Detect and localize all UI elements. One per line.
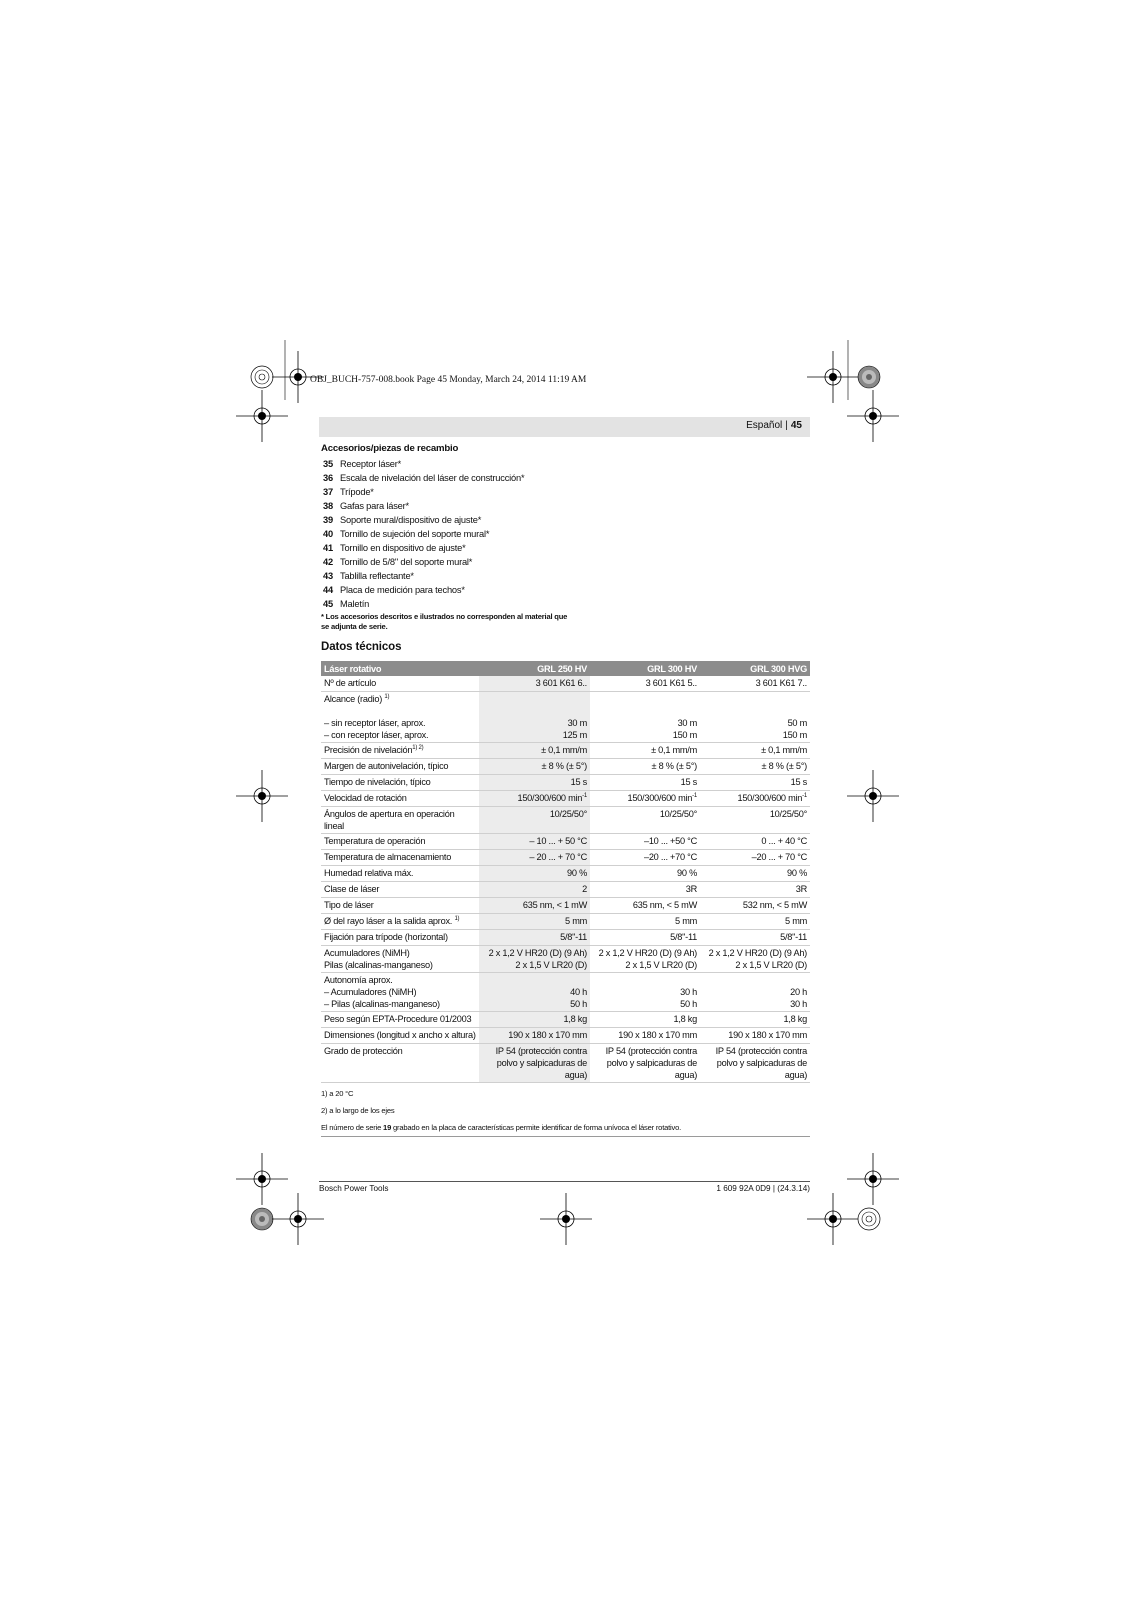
spec-value: 5/8"-11 <box>590 930 700 946</box>
registration-disc-bottom-right <box>858 1208 880 1230</box>
crosshair-bottom-center <box>540 1193 592 1245</box>
spec-value: 0 ... + 40 °C <box>700 834 810 850</box>
spec-value: IP 54 (protección contra polvo y salpicaduras de agua) <box>590 1044 700 1083</box>
item-number: 36 <box>323 473 333 483</box>
spec-value: 3 601 K61 5.. <box>590 676 700 692</box>
registration-disc-top-left <box>251 366 273 388</box>
spec-label-main: Ø del rayo láser a la salida aprox. <box>324 916 453 926</box>
spec-value: IP 54 (protección contra polvo y salpicaduras de agua) <box>700 1044 810 1083</box>
serial-number-note <box>321 1123 810 1137</box>
table-row <box>321 882 810 898</box>
item-number: 42 <box>323 557 333 567</box>
crosshair-bottom-right <box>807 1193 859 1245</box>
spec-value: 3R <box>700 882 810 898</box>
spec-value: ± 0,1 mm/m <box>700 743 810 759</box>
list-item <box>321 513 810 527</box>
list-item <box>321 555 810 569</box>
spec-value: 15 s <box>700 775 810 791</box>
crosshair-right-lower <box>847 1153 899 1205</box>
spec-value: ± 8 % (± 5°) <box>700 759 810 775</box>
crosshair-bottom-left <box>272 1193 324 1245</box>
spec-value: ± 8 % (± 5°) <box>590 759 700 775</box>
crosshair-left-lower <box>236 1153 288 1205</box>
spec-value-line: 30 h <box>680 987 697 997</box>
specs-header-model-1: GRL 250 HV <box>479 661 590 676</box>
spec-value: 2 <box>479 882 590 898</box>
table-row <box>321 775 810 791</box>
list-item <box>321 597 810 611</box>
spec-value: ± 8 % (± 5°) <box>479 759 590 775</box>
list-item <box>321 485 810 499</box>
item-label: Trípode* <box>340 487 374 497</box>
spec-value: 3 601 K61 6.. <box>479 676 590 692</box>
spec-value-line: 2 x 1,5 V LR20 (D) <box>625 960 697 970</box>
accessories-list <box>321 457 810 611</box>
registration-disc-bottom-left <box>251 1208 273 1230</box>
spec-label: Tipo de láser <box>321 898 479 914</box>
item-number: 35 <box>323 459 333 469</box>
spec-label-main: Autonomía aprox. <box>324 975 393 985</box>
item-label: Tornillo en dispositivo de ajuste* <box>340 543 466 553</box>
crosshair-middle-left <box>236 770 288 822</box>
table-row <box>321 1044 810 1083</box>
item-label: Soporte mural/dispositivo de ajuste* <box>340 515 482 525</box>
accessories-note: * Los accesorios descritos e ilustrados no corresponden al material que se adjunta de serie. <box>321 612 568 631</box>
header-separator: | <box>785 420 788 431</box>
list-item <box>321 499 810 513</box>
footnotes <box>321 1089 810 1137</box>
spec-value-line: 30 m <box>677 718 697 728</box>
spec-label-main: Precisión de nivelación <box>324 745 413 755</box>
spec-label <box>321 914 479 930</box>
spec-label: Temperatura de operación <box>321 834 479 850</box>
spec-value: 10/25/50° <box>479 807 590 834</box>
specs-table <box>321 661 810 1083</box>
spec-label-line: Acumuladores (NiMH) <box>324 948 410 958</box>
specs-title: Datos técnicos <box>321 641 402 653</box>
spec-value: 15 s <box>590 775 700 791</box>
table-row <box>321 1012 810 1028</box>
spec-label: Margen de autonivelación, típico <box>321 759 479 775</box>
spec-value: –20 ... + 70 °C <box>700 850 810 866</box>
spec-value: 90 % <box>590 866 700 882</box>
specs-header-model-2: GRL 300 HV <box>590 661 700 676</box>
spec-value <box>590 973 700 1012</box>
spec-value <box>700 946 810 973</box>
spec-value: ± 0,1 mm/m <box>590 743 700 759</box>
page-number: 45 <box>790 420 802 431</box>
table-row <box>321 1028 810 1044</box>
spec-label <box>321 946 479 973</box>
spec-label: Grado de protección <box>321 1044 479 1083</box>
list-item <box>321 541 810 555</box>
crosshair-left-upper <box>236 390 288 442</box>
spec-value-line: 50 h <box>680 999 697 1009</box>
print-slug: OBJ_BUCH-757-008.book Page 45 Monday, March 24, 2014 11:19 AM <box>310 375 587 385</box>
table-row <box>321 914 810 930</box>
table-row <box>321 676 810 692</box>
footnote-ref: 1) <box>384 693 390 700</box>
spec-value: – 10 ... + 50 °C <box>479 834 590 850</box>
spec-value-line: 2 x 1,2 V HR20 (D) (9 Ah) <box>488 948 587 958</box>
footnote-2: 2) a lo largo de los ejes <box>321 1106 395 1115</box>
spec-value: –20 ... +70 °C <box>590 850 700 866</box>
footnote-ref: 1) 2) <box>412 744 424 751</box>
spec-sublabel: – Acumuladores (NiMH) <box>324 987 417 997</box>
spec-value: 190 x 180 x 170 mm <box>700 1028 810 1044</box>
spec-value: 1,8 kg <box>590 1012 700 1028</box>
spec-value <box>700 973 810 1012</box>
spec-value: 5/8"-11 <box>700 930 810 946</box>
spec-value-line: 150 m <box>782 730 807 740</box>
page-content <box>321 443 810 1137</box>
page-header <box>319 417 810 437</box>
spec-value <box>590 791 700 807</box>
spec-value: 15 s <box>479 775 590 791</box>
spec-value: 532 nm, < 5 mW <box>700 898 810 914</box>
table-row <box>321 743 810 759</box>
item-number: 40 <box>323 529 333 539</box>
spec-value-line: 2 x 1,2 V HR20 (D) (9 Ah) <box>708 948 807 958</box>
list-item <box>321 583 810 597</box>
list-item <box>321 527 810 541</box>
registration-disc-top-right <box>858 366 880 388</box>
serial-note-text: grabado en la placa de características permite identificar de forma unívoca el láser rotativo. <box>391 1123 682 1132</box>
spec-value: 90 % <box>479 866 590 882</box>
spec-value: 635 nm, < 5 mW <box>590 898 700 914</box>
spec-value <box>479 791 590 807</box>
spec-value-line: 20 h <box>790 987 807 997</box>
spec-label: Ángulos de apertura en operación lineal <box>321 807 479 834</box>
spec-value: 3R <box>590 882 700 898</box>
specs-header-model-3: GRL 300 HVG <box>700 661 810 676</box>
item-label: Tornillo de sujeción del soporte mural* <box>340 529 490 539</box>
spec-value: 5/8"-11 <box>479 930 590 946</box>
serial-note-text: El número de serie <box>321 1123 384 1132</box>
table-row <box>321 898 810 914</box>
list-item <box>321 569 810 583</box>
spec-value <box>700 692 810 743</box>
spec-label: Tiempo de nivelación, típico <box>321 775 479 791</box>
spec-label-line: Pilas (alcalinas-manganeso) <box>324 960 433 970</box>
spec-value: 90 % <box>700 866 810 882</box>
spec-label: Clase de láser <box>321 882 479 898</box>
table-row <box>321 973 810 1012</box>
unit-exponent: -1 <box>692 792 697 799</box>
spec-sublabel: – sin receptor láser, aprox. <box>324 718 426 728</box>
spec-value <box>700 791 810 807</box>
spec-value: 190 x 180 x 170 mm <box>479 1028 590 1044</box>
table-row <box>321 834 810 850</box>
item-label: Escala de nivelación del láser de construcción* <box>340 473 525 483</box>
spec-value: 1,8 kg <box>700 1012 810 1028</box>
item-label: Tablilla reflectante* <box>340 571 414 581</box>
unit-exponent: -1 <box>802 792 807 799</box>
spec-value: ± 0,1 mm/m <box>479 743 590 759</box>
item-label: Gafas para láser* <box>340 501 409 511</box>
unit-exponent: -1 <box>582 792 587 799</box>
spec-value-line: 50 h <box>570 999 587 1009</box>
spec-value-line: 30 m <box>567 718 587 728</box>
spec-value-line: 2 x 1,2 V HR20 (D) (9 Ah) <box>598 948 697 958</box>
specs-header-label: Láser rotativo <box>321 661 479 676</box>
spec-value <box>590 946 700 973</box>
spec-value: 5 mm <box>700 914 810 930</box>
list-item <box>321 457 810 471</box>
item-number: 39 <box>323 515 333 525</box>
footnote-ref: 1) <box>454 915 460 922</box>
specs-header-row <box>321 661 810 676</box>
table-row <box>321 866 810 882</box>
spec-label <box>321 743 479 759</box>
footer-rule <box>319 1181 810 1182</box>
table-row <box>321 930 810 946</box>
spec-label <box>321 692 479 743</box>
crosshair-top-right <box>807 351 859 403</box>
crosshair-middle-right <box>847 770 899 822</box>
accessories-title: Accesorios/piezas de recambio <box>321 443 459 454</box>
spec-value: 5 mm <box>590 914 700 930</box>
spec-value-text: 150/300/600 min <box>517 793 583 803</box>
spec-label: Dimensiones (longitud x ancho x altura) <box>321 1028 479 1044</box>
item-number: 37 <box>323 487 333 497</box>
item-number: 38 <box>323 501 333 511</box>
spec-value: – 20 ... + 70 °C <box>479 850 590 866</box>
spec-value <box>590 692 700 743</box>
item-number: 45 <box>323 599 333 609</box>
page-language-label <box>746 420 802 431</box>
footer-doc-code: 1 609 92A 0D9 | (24.3.14) <box>716 1184 810 1193</box>
spec-label: Nº de artículo <box>321 676 479 692</box>
language-name: Español <box>746 420 783 431</box>
spec-label: Peso según EPTA-Procedure 01/2003 <box>321 1012 479 1028</box>
spec-value: 3 601 K61 7.. <box>700 676 810 692</box>
table-row <box>321 807 810 834</box>
spec-sublabel: – Pilas (alcalinas-manganeso) <box>324 999 440 1009</box>
table-row <box>321 946 810 973</box>
spec-value-text: 150/300/600 min <box>737 793 803 803</box>
spec-value-text: 150/300/600 min <box>627 793 693 803</box>
spec-value: 5 mm <box>479 914 590 930</box>
spec-value <box>479 692 590 743</box>
spec-label <box>321 973 479 1012</box>
table-row <box>321 692 810 743</box>
spec-value: 10/25/50° <box>590 807 700 834</box>
spec-label: Velocidad de rotación <box>321 791 479 807</box>
spec-value: –10 ... +50 °C <box>590 834 700 850</box>
spec-value-line: 150 m <box>672 730 697 740</box>
table-row <box>321 759 810 775</box>
item-label: Placa de medición para techos* <box>340 585 465 595</box>
spec-value: 1,8 kg <box>479 1012 590 1028</box>
spec-value: 190 x 180 x 170 mm <box>590 1028 700 1044</box>
spec-value-line: 30 h <box>790 999 807 1009</box>
spec-label: Temperatura de almacenamiento <box>321 850 479 866</box>
table-row <box>321 791 810 807</box>
footnote-1: 1) a 20 °C <box>321 1089 354 1098</box>
spec-value-line: 2 x 1,5 V LR20 (D) <box>735 960 807 970</box>
item-number: 43 <box>323 571 333 581</box>
spec-value-line: 50 m <box>787 718 807 728</box>
item-label: Receptor láser* <box>340 459 402 469</box>
item-number: 44 <box>323 585 333 595</box>
list-item <box>321 471 810 485</box>
spec-value: 635 nm, < 1 mW <box>479 898 590 914</box>
spec-value <box>479 946 590 973</box>
spec-sublabel: – con receptor láser, aprox. <box>324 730 429 740</box>
spec-value: 10/25/50° <box>700 807 810 834</box>
spec-label-main: Alcance (radio) <box>324 694 383 704</box>
spec-label: Humedad relativa máx. <box>321 866 479 882</box>
crosshair-right-upper <box>847 390 899 442</box>
spec-value <box>479 973 590 1012</box>
footer-brand: Bosch Power Tools <box>319 1184 389 1193</box>
spec-value-line: 2 x 1,5 V LR20 (D) <box>515 960 587 970</box>
table-row <box>321 850 810 866</box>
spec-value: IP 54 (protección contra polvo y salpicaduras de agua) <box>479 1044 590 1083</box>
spec-value-line: 125 m <box>562 730 587 740</box>
item-number: 41 <box>323 543 333 553</box>
serial-note-number: 19 <box>383 1123 392 1132</box>
spec-value-line: 40 h <box>570 987 587 997</box>
item-label: Maletín <box>340 599 370 609</box>
item-label: Tornillo de 5/8" del soporte mural* <box>340 557 473 567</box>
spec-label: Fijación para trípode (horizontal) <box>321 930 479 946</box>
